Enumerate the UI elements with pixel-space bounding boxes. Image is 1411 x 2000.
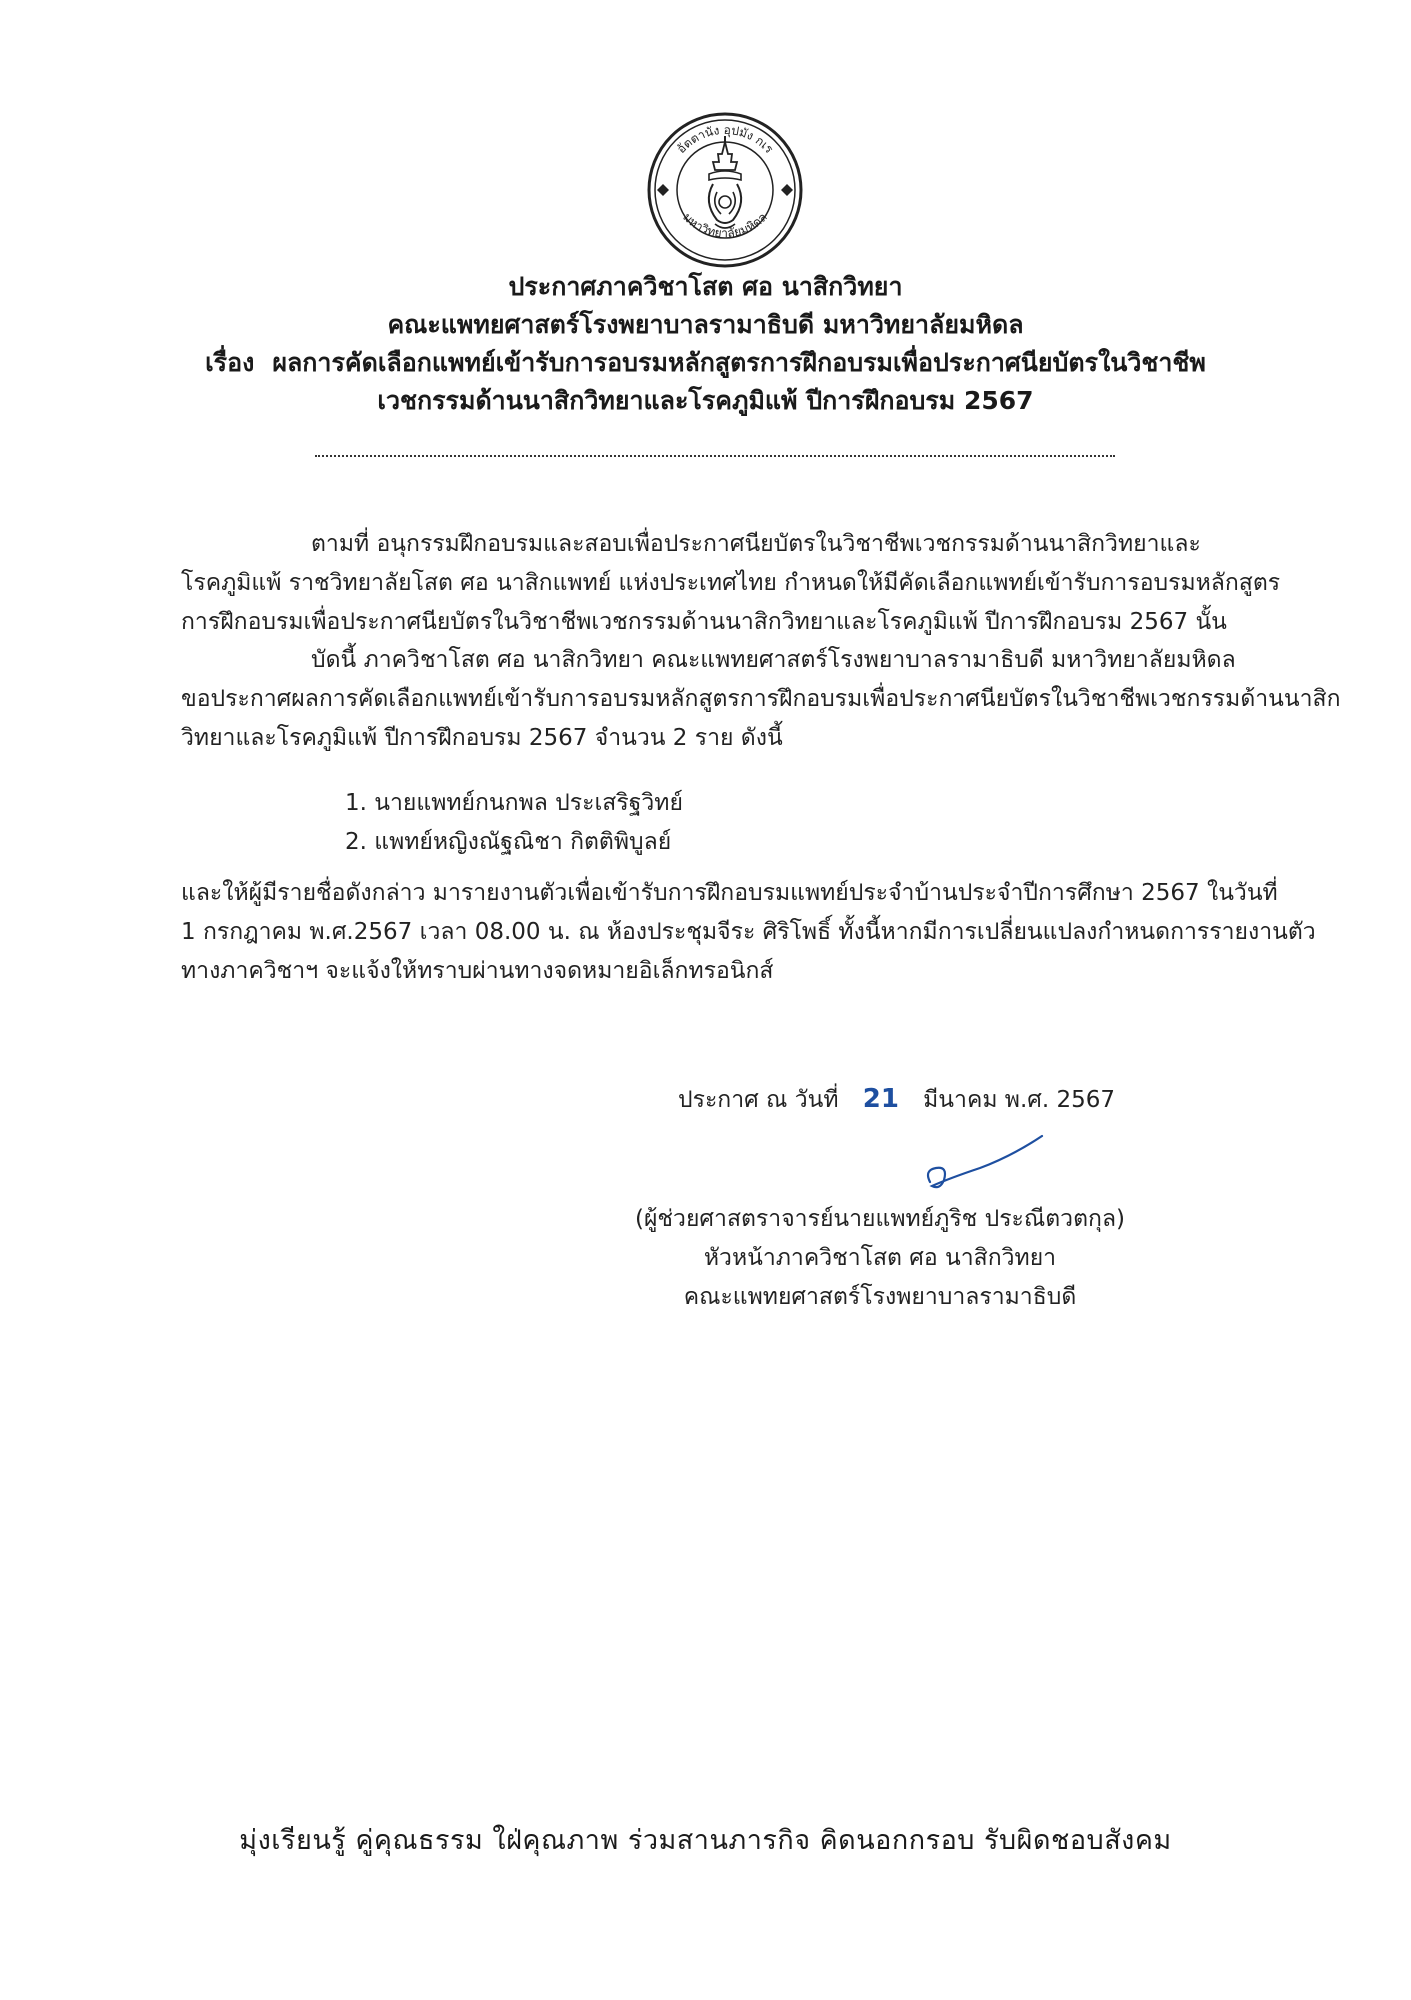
subject-key: เรื่อง: [205, 348, 255, 377]
header-subject: [0, 344, 1411, 382]
signer-name: (ผู้ช่วยศาสตราจารย์นายแพทย์ภูริช ประณีตวตกุล): [634, 1206, 1126, 1232]
subject-text-line1: ผลการคัดเลือกแพทย์เข้ารับการอบรมหลักสูตรการฝึกอบรมเพื่อประกาศนียบัตรในวิชาชีพ: [272, 348, 1206, 377]
para1-line2: โรคภูมิแพ้ ราชวิทยาลัยโสต ศอ นาสิกแพทย์ แห่งประเทศไทย กำหนดให้มีคัดเลือกแพทย์เข้ารับการอบรมหลักสูตร: [181, 570, 1281, 596]
svg-text:มหาวิทยาลัยมหิดล: มหาวิทยาลัยมหิดล: [680, 209, 770, 241]
selected-doctors-list: [345, 784, 683, 862]
subject-text-line2: เวชกรรมด้านนาสิกวิทยาและโรคภูมิแพ้ ปีการฝึกอบรม 2567: [377, 386, 1034, 415]
para1-line3: การฝึกอบรมเพื่อประกาศนียบัตรในวิชาชีพเวชกรรมด้านนาสิกวิทยาและโรคภูมิแพ้ ปีการฝึกอบรม 2567 นั้น: [181, 609, 1227, 635]
footer-motto: มุ่งเรียนรู้ คู่คุณธรรม ใฝ่คุณภาพ ร่วมสานภารกิจ คิดนอกกรอบ รับผิดชอบสังคม: [239, 1825, 1172, 1856]
signer-faculty: คณะแพทยศาสตร์โรงพยาบาลรามาธิบดี: [683, 1284, 1077, 1310]
header-faculty: คณะแพทยศาสตร์โรงพยาบาลรามาธิบดี มหาวิทยาลัยมหิดล: [387, 310, 1024, 339]
para2-line1: บัดนี้ ภาควิชาโสต ศอ นาสิกวิทยา คณะแพทยศาสตร์โรงพยาบาลรามาธิบดี มหาวิทยาลัยมหิดล: [311, 647, 1236, 673]
announcement-header: [0, 268, 1411, 420]
para2-line2: ขอประกาศผลการคัดเลือกแพทย์เข้ารับการอบรมหลักสูตรการฝึกอบรมเพื่อประกาศนียบัตรในวิชาชีพเวชกรรมด้านนาสิก: [181, 686, 1341, 712]
signer-position: หัวหน้าภาควิชาโสต ศอ นาสิกวิทยา: [703, 1245, 1057, 1271]
para2-line3: วิทยาและโรคภูมิแพ้ ปีการฝึกอบรม 2567 จำนวน 2 ราย ดังนี้: [181, 725, 783, 751]
date-prefix: ประกาศ ณ วันที่: [678, 1087, 839, 1113]
header-title: ประกาศภาควิชาโสต ศอ นาสิกวิทยา: [508, 272, 903, 301]
dotted-divider: [315, 455, 1115, 457]
date-day-handwritten: 21: [862, 1084, 899, 1114]
paragraph-announcement: [181, 641, 1341, 758]
list-item: 1. นายแพทย์กนกพล ประเสริฐวิทย์: [345, 790, 683, 816]
signer-block: [600, 1200, 1160, 1317]
university-seal-logo: [645, 110, 805, 270]
date-suffix: มีนาคม พ.ศ. 2567: [923, 1087, 1116, 1113]
list-item: 2. แพทย์หญิงณัฐณิชา กิตติพิบูลย์: [345, 829, 672, 855]
announcement-date: [678, 1080, 1115, 1120]
para3-line3: ทางภาควิชาฯ จะแจ้งให้ทราบผ่านทางจดหมายอิเล็กทรอนิกส์: [181, 958, 774, 984]
para1-line1: ตามที่ อนุกรรมฝึกอบรมและสอบเพื่อประกาศนียบัตรในวิชาชีพเวชกรรมด้านนาสิกวิทยาและ: [311, 531, 1201, 557]
para3-line1: และให้ผู้มีรายชื่อดังกล่าว มารายงานตัวเพื่อเข้ารับการฝึกอบรมแพทย์ประจำบ้านประจำปีการศึกษา 2567 ในวันที่: [181, 880, 1278, 906]
paragraph-reporting: [181, 874, 1316, 991]
svg-text:อัตตานัง อุปมัง กเร: อัตตานัง อุปมัง กเร: [674, 122, 777, 157]
handwritten-signature: [920, 1130, 1050, 1200]
paragraph-background: [181, 525, 1281, 642]
para3-line2: 1 กรกฎาคม พ.ศ.2567 เวลา 08.00 น. ณ ห้องประชุมจีระ ศิริโพธิ์ ทั้งนี้หากมีการเปลี่ยนแปลงกำหนดการรายงานตัว: [181, 919, 1316, 945]
